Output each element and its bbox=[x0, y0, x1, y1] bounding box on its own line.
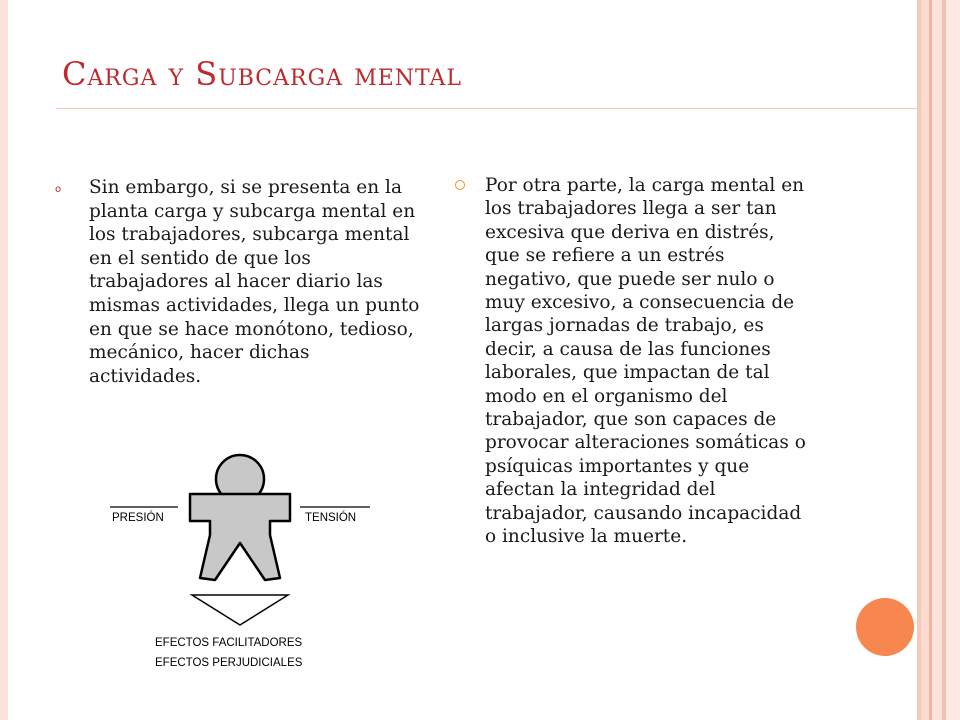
stress-figure bbox=[100, 445, 380, 685]
decorative-orange-circle bbox=[856, 598, 914, 656]
label-efectos-facilitadores: EFECTOS FACILITADORES bbox=[155, 637, 303, 649]
bullet-icon: o bbox=[55, 184, 62, 195]
label-efectos-perjudiciales: EFECTOS PERJUDICIALES bbox=[155, 657, 303, 669]
left-paragraph: Sin embargo, si se presenta en la planta carga y subcarga mental en los trabajadores, subcarga mental en el sentido de que los trabajadores al hacer diario las mismas actividades, llega un punto en que se hace monótono, tedioso, mecánico, hacer dichas actividades. bbox=[89, 177, 420, 387]
right-decor-stripe bbox=[921, 0, 929, 720]
label-tension: TENSIÓN bbox=[305, 512, 357, 524]
bullet-item bbox=[55, 176, 427, 388]
right-paragraph: Por otra parte, la carga mental en los trabajadores llega a ser tan excesiva que deriva en distrés, que se refiere a un estrés negativo, que puede ser nulo o muy excesivo, a consecuencia de largas jornadas de trabajo, es decir, a causa de las funciones laborales, que impactan de tal modo en el organismo del trabajador, que son capaces de provocar alteraciones somáticas o psíquicas importantes y que afectan la integridad del trabajador, causando incapacidad o inclusive la muerte. bbox=[485, 175, 806, 548]
title-underline bbox=[56, 108, 918, 109]
slide-title: Carga y Subcarga mental bbox=[62, 55, 463, 93]
label-presion: PRESIÓN bbox=[112, 512, 164, 524]
human-figure-icon bbox=[100, 445, 380, 685]
right-decor-stripe bbox=[946, 0, 960, 720]
ring-bullet-icon bbox=[455, 180, 465, 190]
bullet-item bbox=[455, 174, 815, 549]
left-border-stripe bbox=[0, 0, 8, 720]
right-decor-stripe bbox=[932, 0, 942, 720]
right-column bbox=[455, 174, 815, 549]
left-column bbox=[55, 176, 427, 388]
